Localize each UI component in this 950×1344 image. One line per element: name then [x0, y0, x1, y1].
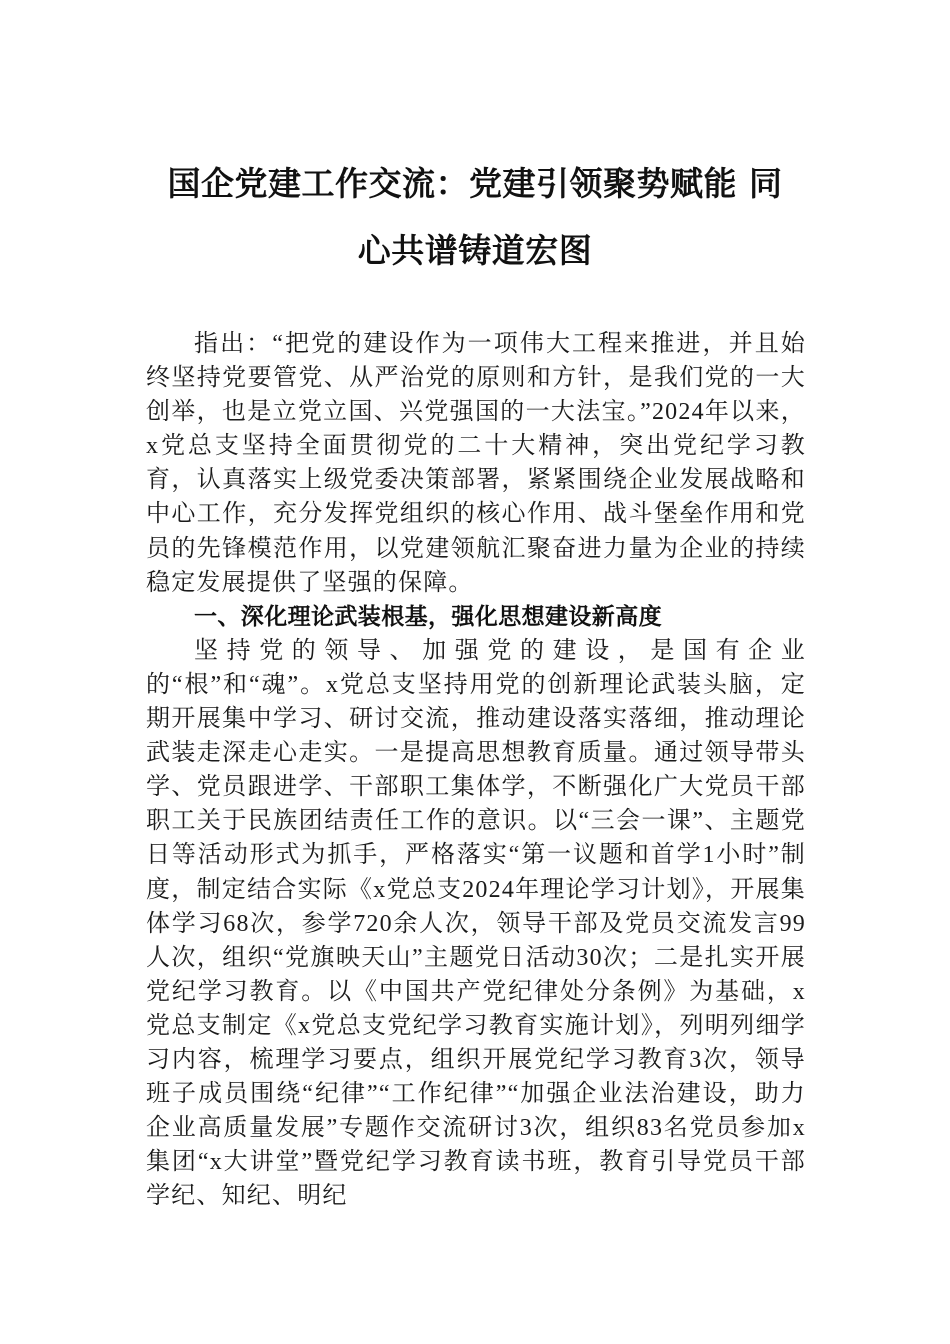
intro-paragraph: 指出：“把党的建设作为一项伟大工程来推进，并且始终坚持党要管党、从严治党的原则和方针，是我们党的一大创举，也是立党立国、兴党强国的一大法宝。”2024年以来，x党总支坚持全面贯彻党的二十大精神，突出党纪学习教育，认真落实上级党委决策部署，紧紧围绕企业发展战略和中心工作，充分发挥党组织的核心作用、战斗堡垒作用和党员的先锋模范作用，以党建领航汇聚奋进力量为企业的持续稳定发展提供了坚强的保障。 — [146, 331, 806, 596]
document-body — [146, 327, 806, 1213]
section-1-heading: 一、深化理论武装根基，强化思想建设新高度 — [194, 603, 662, 630]
document-title-line-1: 国企党建工作交流：党建引领聚势赋能 同 — [167, 164, 783, 203]
document-title-line-2: 心共谱铸道宏图 — [357, 231, 593, 270]
section-1-paragraph: 坚持党的领导、加强党的建设，是国有企业的“根”和“魂”。x党总支坚持用党的创新理论武装头脑，定期开展集中学习、研讨交流，推动建设落实落细，推动理论武装走深走心走实。一是提高思想教育质量。通过领导带头学、党员跟进学、干部职工集体学，不断强化广大党员干部职工关于民族团结责任工作的意识。以“三会一课”、主题党日等活动形式为抓手，严格落实“第一议题和首学1小时”制度，制定结合实际《x党总支2024年理论学习计划》，开展集体学习68次，参学720余人次，领导干部及党员交流发言99人次，组织“党旗映天山”主题党日活动30次；二是扎实开展党纪学习教育。以《中国共产党纪律处分条例》为基础，x党总支制定《x党总支党纪学习教育实施计划》，列明列细学习内容，梳理学习要点，组织开展党纪学习教育3次，领导班子成员围绕“纪律”“工作纪律”“加强企业法治建设，助力企业高质量发展”专题作交流研讨3次，组织83名党员参加x集团“x大讲堂”暨党纪学习教育读书班，教育引导党员干部学纪、知纪、明纪 — [146, 637, 806, 1210]
document-title — [140, 150, 810, 284]
